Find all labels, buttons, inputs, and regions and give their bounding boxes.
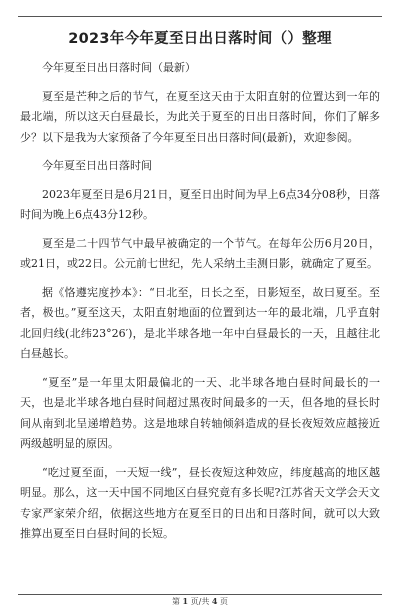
paragraph-section-heading: 今年夏至日出日落时间 bbox=[42, 159, 152, 172]
header-rule bbox=[18, 16, 382, 17]
footer-rule bbox=[18, 594, 382, 595]
page-mid: 页/共 bbox=[190, 597, 210, 606]
paragraph-daylength: “夏至”是一年里太阳最偏北的一天、北半球各地白昼时间最长的一天，也是北半球各地白昼时间超过黑夜时间最多的一天，但各地的昼长时间从南到北呈递增趋势。这是地球自转轴倾斜造成的昼长夜短效应越接近两级越明显的原因。 bbox=[20, 375, 380, 450]
paragraph-quote: 据《恪遵宪度抄本》：“日北至，日长之至，日影短至，故曰夏至。至者，极也。”夏至这天，太阳直射地面的位置到达一年的最北端，几乎直射北回归线(北纬23°26′)，是北半球各地一年中白昼最长的一天，且越往北白昼越长。 bbox=[20, 285, 380, 360]
page-total: 4 bbox=[211, 596, 218, 606]
document-body bbox=[20, 58, 380, 553]
page-prefix: 第 bbox=[171, 597, 180, 606]
paragraph-subtitle: 今年夏至日出日落时间（最新） bbox=[42, 61, 196, 74]
page-footer bbox=[0, 596, 400, 607]
page-suffix: 页 bbox=[220, 597, 229, 606]
paragraph-history: 夏至是二十四节气中最早被确定的一个节气。在每年公历6月20日，或21日，或22日。公元前七世纪，先人采纳土圭测日影，就确定了夏至。 bbox=[20, 236, 380, 270]
paragraph-times: 2023年夏至日是6月21日，夏至日出时间为早上6点34分08秒，日落时间为晚上6点43分12秒。 bbox=[20, 187, 380, 221]
paragraph-intro: 夏至是芒种之后的节气，在夏至这天由于太阳直射的位置达到一年的最北端，所以这天白昼最长，为此关于夏至的日出日落时间，你们了解多少？以下是我为大家预备了今年夏至日出日落时间(最新)，欢迎参阅。 bbox=[20, 89, 380, 144]
page-current: 1 bbox=[182, 596, 189, 606]
document-title: 2023年今年夏至日出日落时间（）整理 bbox=[68, 31, 332, 47]
paragraph-regions: “吃过夏至面，一天短一线”，昼长夜短这种效应，纬度越高的地区越明显。那么，这一天中国不同地区白昼究竟有多长呢?江苏省天文学会天文专家严家荣介绍，依据这些地方在夏至日的日出和日落时间，就可以大致推算出夏至日白昼时间的长短。 bbox=[20, 465, 380, 540]
